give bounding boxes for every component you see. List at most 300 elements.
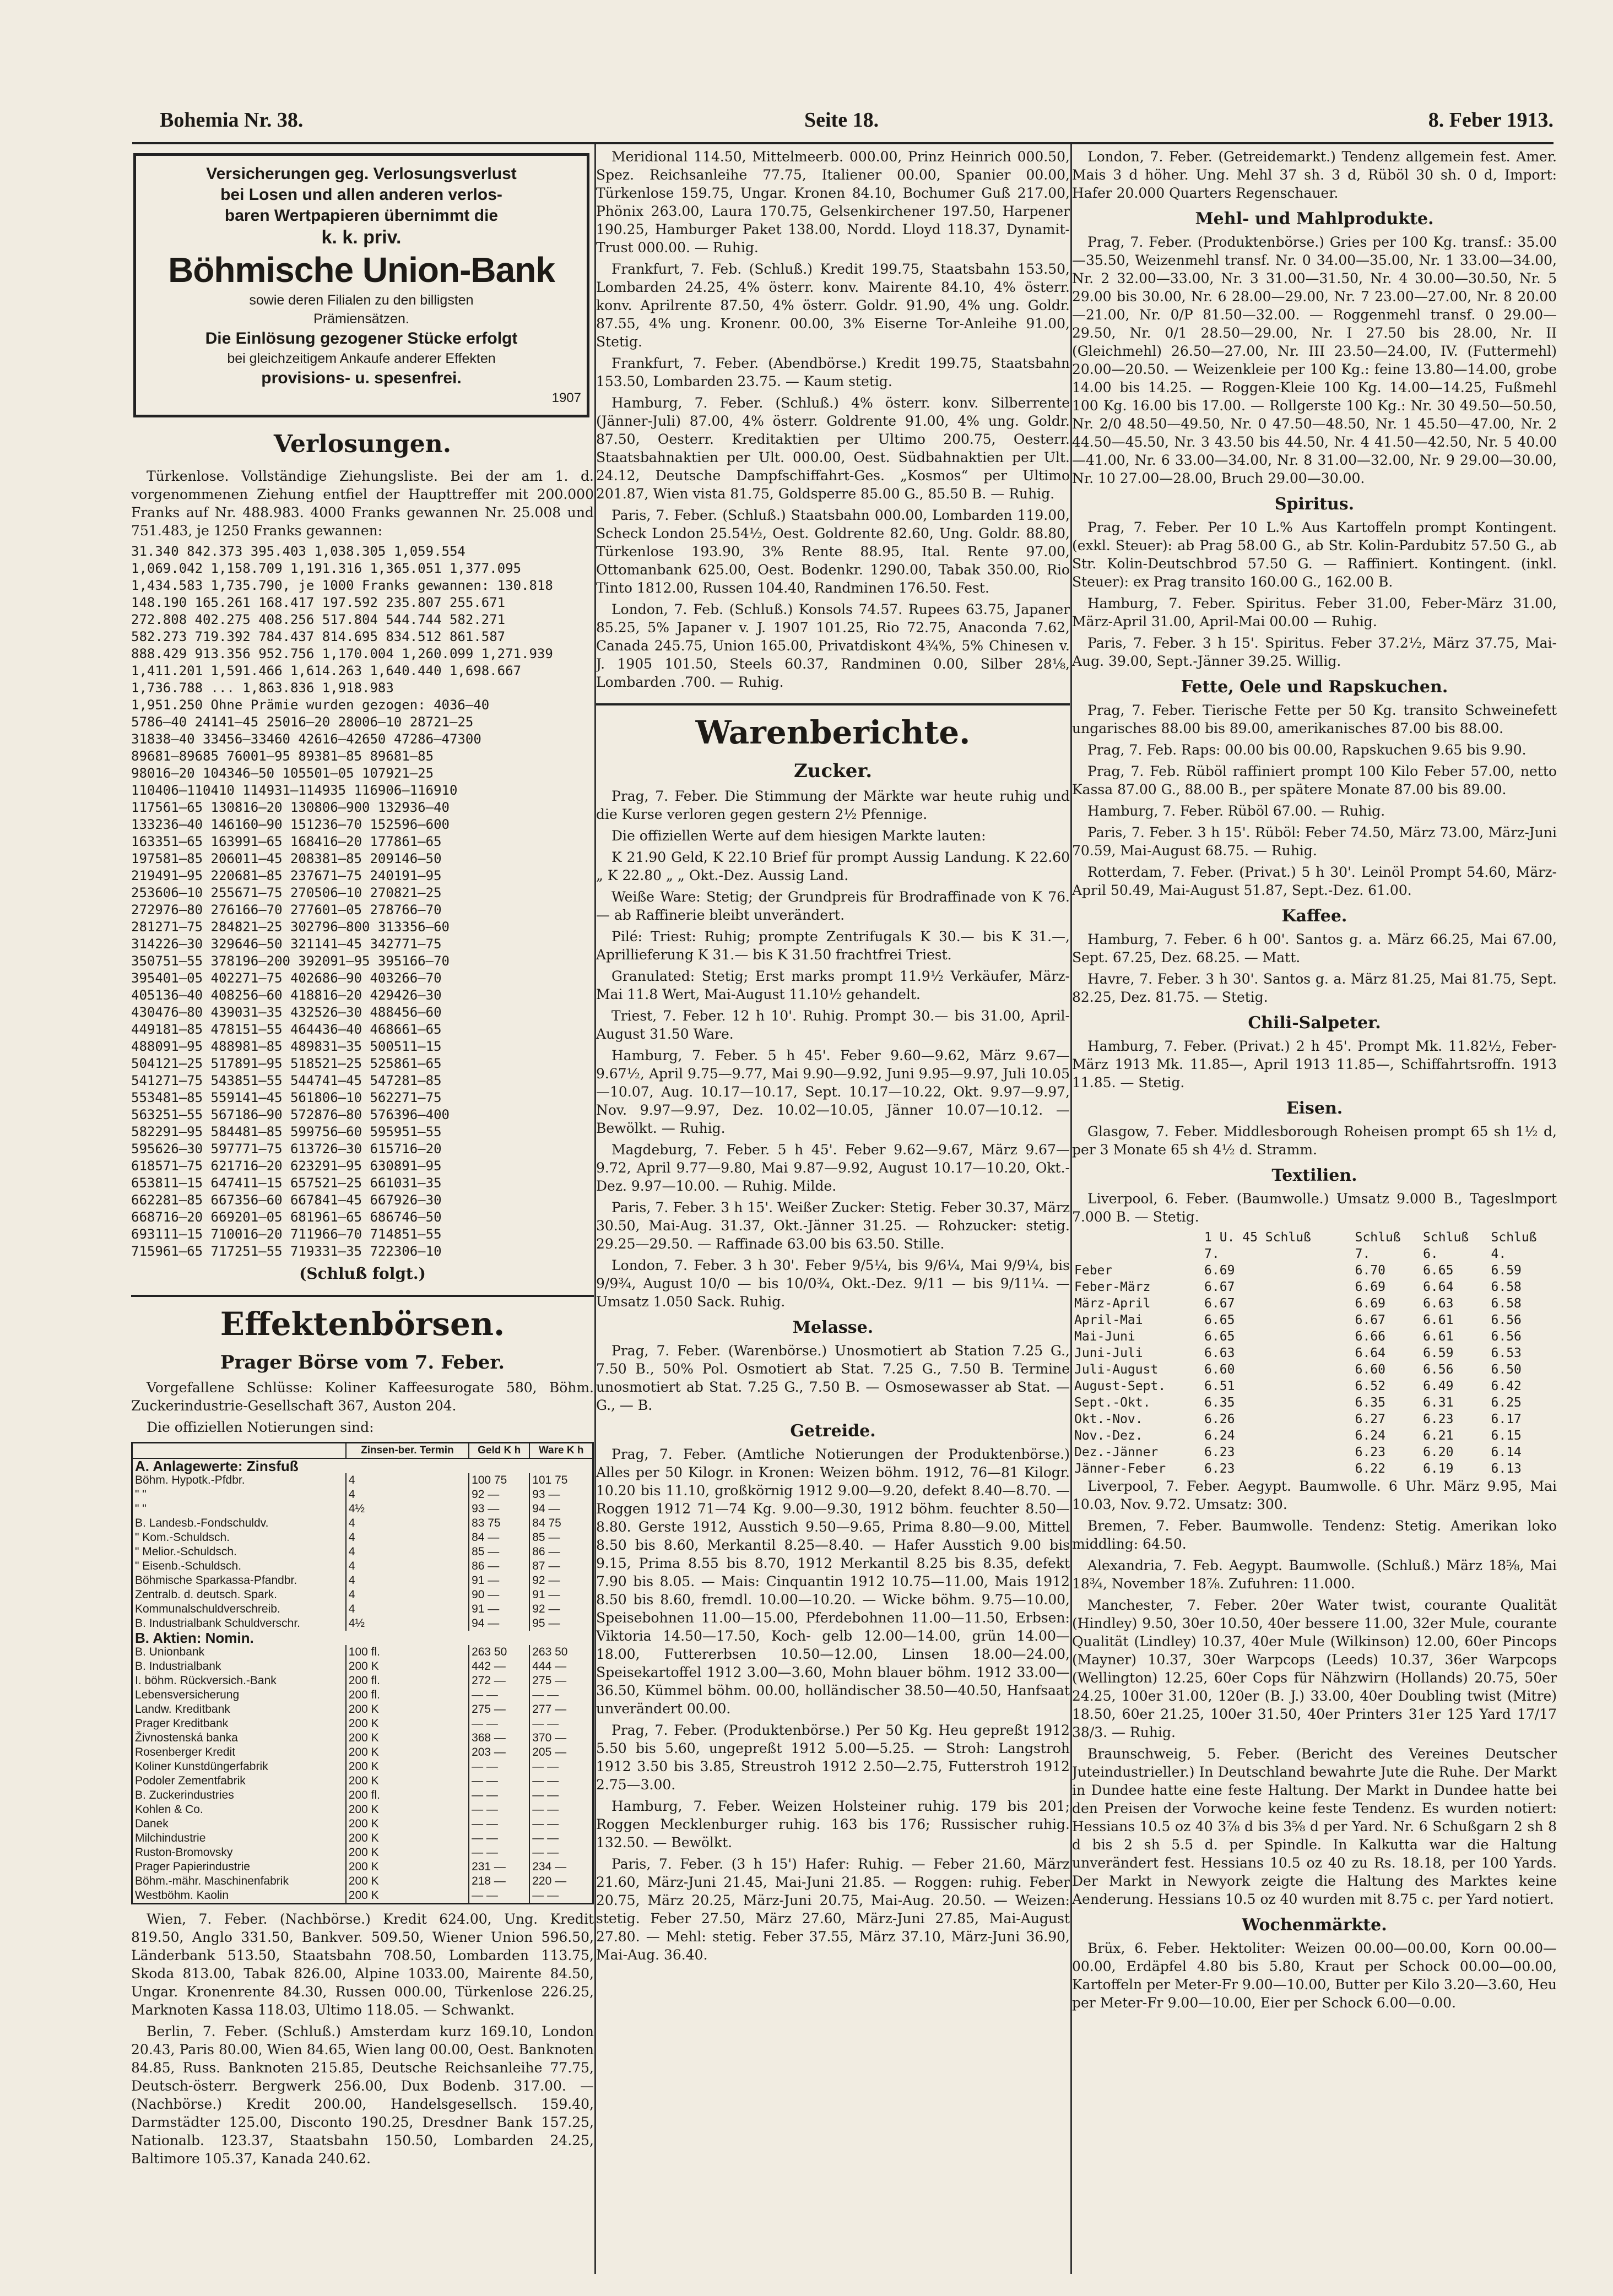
table-cell: 83 75 [469,1516,529,1530]
number-row: 662281—85 667356—60 667841—45 667926—30 [131,1192,442,1208]
table-cell: 370 — [529,1731,593,1745]
article-text: Granulated: Stetig; Erst marks prompt 11.9½ Verkäufer, März-Mai 11.8 Wert, Mai-August 11.10½ gehandelt. [596,968,1070,1002]
number-row: 314226—30 329646—50 321141—45 342771—75 [131,936,442,952]
subsection-title: Getreide. [790,1421,876,1441]
table-cell: — — [529,1846,593,1860]
table-row [132,1688,593,1702]
table-cell: 4 [346,1573,469,1588]
table-cell: 444 — [529,1659,593,1674]
table-header: 1 U. 45 Schluß [1204,1230,1311,1245]
table-cell: 6.51 [1204,1379,1235,1393]
table-cell: 94 — [469,1616,529,1631]
number-row: 553481—85 559141—45 561806—10 562271—75 [131,1090,442,1105]
subsection-title: Fette, Oele und Rapskuchen. [1181,677,1448,697]
table-row [1072,1394,1557,1411]
table-cell: 95 — [529,1616,593,1631]
ad-line: Die Einlösung gezogener Stücke erfolgt [205,329,518,348]
number-row: 272976—80 276166—70 277601—05 278766—70 [131,902,442,918]
section-title: Warenberichte. [596,703,1070,752]
table-row [132,1659,593,1674]
table-cell: Sept.-Okt. [1074,1396,1151,1410]
table-cell: 200 K [346,1860,469,1874]
table-cell: 84 — [469,1530,529,1545]
table-cell: " Kom.-Schuldsch. [132,1530,346,1545]
table-cell: Okt.-Nov. [1074,1412,1143,1426]
article-text: Pilé: Triest: Ruhig; prompte Zentrifugals K 30.— bis K 31.—, Aprillieferung K 31.— bis K 31.50 frachtfrei Triest. [596,929,1070,963]
subsection-title: Prager Börse vom 7. Feber. [220,1351,505,1374]
number-row: 595626—30 597771—75 613726—30 615716—20 [131,1141,442,1157]
table-cell: 6.25 [1491,1396,1522,1410]
ad-bank-name: Böhmische Union-Bank [168,250,555,290]
table-cell: Milchindustrie [132,1831,346,1846]
table-cell: 90 — [469,1588,529,1602]
ad-line: Prämiensätzen. [313,311,409,327]
table-cell: Juli-August [1074,1363,1159,1377]
article-text: Prag, 7. Feber. (Warenbörse.) Unosmotiert ab Station 7.25 G., 7.50 B., 50% Pol. Osmotiert ab Stat. 7.25 G., 7.50 B. Termine unosmotiert ab Stat. 7.25 G., 7.50 B. — Osmosewasser ab Stat. — G., — B. [596,1343,1070,1413]
table-cell: 6.31 [1423,1396,1454,1410]
table-cell: Westböhm. Kaolin [132,1888,346,1904]
number-row: 449181—85 478151—55 464436—40 468661—65 [131,1022,442,1037]
article-text: Alexandria, 7. Feb. Aegypt. Baumwolle. (Schluß.) März 18⅝, Mai 18¾, November 18⅞. Zufuhren: 11.000. [1072,1557,1557,1592]
table-cell: Ruston-Bromovsky [132,1846,346,1860]
article-text: Wien, 7. Feber. (Nachbörse.) Kredit 624.00, Ung. Kredit 819.50, Anglo 331.50, Bankver. 509.50, Wiener Union 596.50, Länderbank 513.50, Staatsbahn 708.50, Lombarden 113.75, Skoda 813.00, Tabak 826.00, Alpine 1033.00, Mairente 84.50, Ungar. Kronenrente 84.30, Russen 000.00, Türkenlose 226.25, Marknoten Kassa 118.03, Ultimo 118.05. — Schwankt. [131,1911,594,2018]
continued-note: (Schluß folgt.) [299,1264,426,1283]
table-cell: 6.22 [1355,1462,1385,1476]
table-cell: 6.61 [1423,1313,1454,1327]
table-row [1072,1262,1557,1279]
article-text: Rotterdam, 7. Feber. (Privat.) 5 h 30'. Leinöl Prompt 54.60, März-April 50.49, Mai-August 51.87, Sept.-Dez. 61.00. [1072,864,1557,898]
page-header [160,108,1554,141]
table-cell: 6.52 [1355,1379,1385,1393]
table-cell: 200 fl. [346,1688,469,1702]
table-cell: 368 — [469,1731,529,1745]
table-header: 7. [1355,1247,1371,1261]
table-row [1072,1461,1557,1477]
article-text: Frankfurt, 7. Feb. (Schluß.) Kredit 199.75, Staatsbahn 153.50, Lombarden 24.25, 4% österr. konv. Mairente 84.10, 4% österr. konv. Aprilrente 87.50, 4% österr. Goldr. 91.90, 4% ung. Goldr. 87.55, 4% ung. Kronenr. 00.00, 3% Eiserne Tor-Anleihe 91.00, Stetig. [596,261,1070,350]
table-cell: 6.19 [1423,1462,1454,1476]
table-cell: 85 — [469,1545,529,1559]
number-row: 253606—10 255671—75 270506—10 270821—25 [131,885,442,900]
table-cell: Podoler Zementfabrik [132,1774,346,1788]
table-cell: 4 [346,1559,469,1573]
article-text: K 21.90 Geld, K 22.10 Brief für prompt Aussig Landung. K 22.60 „ K 22.80 „ „ Okt.-Dez. Aussig Land. [596,849,1070,883]
table-cell: 6.56 [1491,1329,1522,1344]
table-cell: 4 [346,1530,469,1545]
table-cell: 6.64 [1355,1346,1385,1360]
table-cell: 200 K [346,1888,469,1904]
table-cell: 6.67 [1204,1296,1235,1311]
table-cell: B. Unionbank [132,1645,346,1659]
table-cell: 231 — [469,1860,529,1874]
table-row [132,1502,593,1516]
table-cell: 6.59 [1423,1346,1454,1360]
article-text: Prag, 7. Feber. (Produktenbörse.) Gries per 100 Kg. transf.: 35.00—35.50, Weizenmehl transf. Nr. 0 34.00—35.00, Nr. 1 33.00—34.00, Nr. 2 32.00—33.00, Nr. 3 31.00—31.50, Nr. 4 30.00—30.50, Nr. 5 29.00 bis 30.00, Nr. 6 28.00—29.00, Nr. 7 23.00—27.00, Nr. 8 20.00—21.00, Nr. 0/P 81.50—32.00. — Roggenmehl transf. 0 29.00—29.50, Nr. 0/1 28.50—29.00, Nr. I 27.50 bis 28.00, Nr. II (Gleichmehl) 26.50—27.00, Nr. III 23.50—24.00, IV. (Futtermehl) 20.00—20.50. — Weizenkleie per 100 Kg.: feine 13.80—14.00, grobe 14.00 bis 14.25. — Roggen-Kleie 100 Kg. 14.00—14.25, Fußmehl 100 Kg. 16.00 bis 17.00. — Rollgerste 100 Kg.: Nr. 30 49.50—50.50, Nr. 2/0 48.50—49.50, Nr. 0 47.50—48.50, Nr. 1 45.50—47.00, Nr. 2 44.50—45.50, Nr. 3 43.50 bis 44.50, Nr. 4 41.50—42.50, Nr. 5 40.00—41.00, Nr. 6 33.00—34.00, Nr. 8 31.00—32.00, Nr. 9 29.00—30.00, Nr. 10 27.00—28.00, Bruch 29.00—30.00. [1072,234,1557,486]
table-cell: 94 — [529,1502,593,1516]
ad-line: baren Wertpapieren übernimmt die [224,207,499,225]
article-text: Hamburg, 7. Feber. 6 h 00'. Santos g. a. März 66.25, Mai 67.00, Sept. 67.25, Dez. 68.25. — Matt. [1072,931,1557,965]
article-text: Vorgefallene Schlüsse: Koliner Kaffeesurogate 580, Böhm. Zuckerindustrie-Gesellschaft 367, Auston 204. [131,1380,594,1414]
table-cell: 6.64 [1423,1280,1454,1294]
number-row: 163351—65 163991—65 168416—20 177861—65 [131,834,442,849]
article-text: Paris, 7. Feber. 3 h 15'. Weißer Zucker: Stetig. Feber 30.37, März 30.50, Mai-Aug. 31.37, Okt.-Jänner 31.25. — Rohzucker: stetig. 29.25—29.50. — Raffinade 63.00 bis 63.50. Stille. [596,1199,1070,1252]
article-text: Paris, 7. Feber. (Schluß.) Staatsbahn 000.00, Lombarden 119.00, Scheck London 25.54½, Oest. Goldrente 82.60, Ung. Goldr. 88.80, Türkenlose 193.90, 3% Rente 88.95, Ital. Rente 97.00, Ottomanbank 625.00, Oest. Bodenkr. 1290.00, Tabak 350.00, Rio Tinto 1812.00, Russen 104.40, Randminen 176.50. Fest. [596,507,1070,596]
table-row [132,1831,593,1846]
table-cell: August-Sept. [1074,1379,1166,1393]
article-text: Magdeburg, 7. Feber. 5 h 45'. Feber 9.62—9.67, März 9.67—9.72, April 9.77—9.80, Mai 9.87—9.92, August 10.17—10.20, Okt.-Dez. 9.97—10.00. — Ruhig. Milde. [596,1142,1070,1194]
article-text: Meridional 114.50, Mittelmeerb. 000.00, Prinz Heinrich 000.50, Spez. Reichsanleihe 77.75, Italiener 00.00, Spanier 00.00, Türkenlose 159.75, Ungar. Kronen 84.10, Bochumer Guß 217.00, Phönix 263.00, Laura 170.75, Gelsenkirchener 197.50, Harpener 190.25, Hamburger Paket 138.00, Nordd. Lloyd 118.37, Dynamit-Trust 000.00. — Ruhig. [596,149,1070,256]
table-cell: 275 — [469,1702,529,1717]
table-row [132,1846,593,1860]
table-cell: 4½ [346,1502,469,1516]
table-cell: Koliner Kunstdüngerfabrik [132,1760,346,1774]
table-cell: 6.53 [1491,1346,1522,1360]
table-cell: — — [529,1717,593,1731]
subsection-title: Mehl- und Mahlprodukte. [1195,209,1434,229]
table-row [132,1788,593,1803]
table-section-row [132,1458,593,1473]
ad-priv: k. k. priv. [321,227,402,248]
ad-line: sowie deren Filialen zu den billigsten [249,292,474,308]
table-cell: 91 — [469,1602,529,1616]
column-2 [596,148,1070,2274]
table-cell: 6.35 [1355,1396,1385,1410]
table-cell: 263 50 [469,1645,529,1659]
article-text: Die offiziellen Werte auf dem hiesigen Markte lauten: [611,828,986,844]
article-text: Hamburg, 7. Feber. (Schluß.) 4% österr. konv. Silberrente (Jänner-Juli) 87.00, 4% österr. Goldrente 91.00, 4% ung. Goldr. 87.50, Oesterr. Kreditaktien per Ultimo 200.75, Oesterr. Staatsbahnaktien per Ult. 000.00, Oest. Südbahnaktien per Ult. 24.12, Deutsche Dampfschiffahrt-Ges. „Kosmos“ per Ultimo 201.87, Wien vista 81.75, Goldsperre 85.00 G., 85.50 B. — Ruhig. [596,395,1070,502]
table-row [132,1760,593,1774]
table-cell: Lebensversicherung [132,1688,346,1702]
table-section-row [132,1631,593,1645]
table-row [132,1516,593,1530]
table-cell: B. Industrialbank [132,1659,346,1674]
number-row: 1,434.583 1,735.790, je 1000 Franks gewannen: 130.818 [131,578,553,593]
number-row: 31.340 842.373 395.403 1,038.305 1,059.554 [131,544,466,559]
number-row: 582.273 719.392 784.437 814.695 834.512 861.587 [131,629,506,644]
article-text: Türkenlose. Vollständige Ziehungsliste. Bei der am 1. d. vorgenommenen Ziehung entfiel der Haupttreffer mit 200.000 Franks auf Nr. 488.983. 4000 Franks gewannen Nr. 25.008 und 751.483, je 1250 Franks gewannen: [131,468,594,539]
table-cell: April-Mai [1074,1313,1143,1327]
table-cell: Böhm. Hypotk.-Pfdbr. [132,1473,346,1488]
table-header-row [1072,1229,1557,1246]
table-cell: 6.67 [1204,1280,1235,1294]
subsection-title: Wochenmärkte. [1242,1915,1387,1935]
table-cell: Jänner-Feber [1074,1462,1166,1476]
table-cell: 200 K [346,1760,469,1774]
table-cell: B. Landesb.-Fondschuldv. [132,1516,346,1530]
table-header [132,1443,346,1459]
table-cell: 4 [346,1473,469,1488]
table-row [132,1860,593,1874]
table-cell: 6.42 [1491,1379,1522,1393]
article-text: London, 7. Feber. 3 h 30'. Feber 9/5¼, bis 9/6¼, Mai 9/9¼, bis 9/9¾, August 10/0 — bis 10/0¾, Okt.-Dez. 9/11 — bis 9/11¼. — Umsatz 1.050 Sack. Ruhig. [596,1257,1070,1310]
header-center: Seite 18. [804,108,879,132]
number-row: 98016—20 104346—50 105501—05 107921—25 [131,766,434,781]
table-header-row [1072,1246,1557,1262]
table-cell: — — [469,1774,529,1788]
table-cell: Dez.-Jänner [1074,1445,1159,1459]
number-row: 89681—89685 76001—95 89381—85 89681—85 [131,748,434,764]
header-rule [132,142,1554,144]
table-cell: Zentralb. d. deutsch. Spark. [132,1588,346,1602]
table-section-label: B. Aktien: Nomin. [132,1631,593,1645]
table-cell: — — [469,1888,529,1904]
table-row [132,1602,593,1616]
number-row: 350751—55 378196—200 392091—95 395166—70 [131,953,450,969]
table-cell: 6.27 [1355,1412,1385,1426]
table-cell: 6.23 [1204,1462,1235,1476]
table-cell: 6.15 [1491,1429,1522,1443]
table-cell: 203 — [469,1745,529,1760]
number-row: 430476—80 439031—35 432526—30 488456—60 [131,1005,442,1020]
ad-code: 1907 [551,390,581,405]
table-cell: 277 — [529,1702,593,1717]
table-cell: 200 fl. [346,1788,469,1803]
table-cell: 6.69 [1355,1296,1385,1311]
section-title: Effektenbörsen. [131,1295,594,1343]
table-cell: 442 — [469,1659,529,1674]
article-text: Weiße Ware: Stetig; der Grundpreis für Brodraffinade von K 76.— ab Raffinerie bleibt unverändert. [596,889,1070,923]
table-cell: 200 K [346,1731,469,1745]
article-text: Paris, 7. Feber. 3 h 15'. Spiritus. Feber 37.2½, März 37.75, Mai-Aug. 39.00, Sept.-Jänner 39.25. Willig. [1072,635,1557,669]
article-text: Hamburg, 7. Feber. (Privat.) 2 h 45'. Prompt Mk. 11.82½, Feber-März 1913 Mk. 11.85—, April 1913 11.85—, Schiffahrtsroffn. 1913 11.85. — Stetig. [1072,1038,1557,1090]
table-cell: 100 fl. [346,1645,469,1659]
article-text: Prag, 7. Feb. Rüböl raffiniert prompt 100 Kilo Feber 57.00, netto Kassa 87.00 G., 88.00 B., per spätere Monate 87.00 bis 89.00. [1072,763,1557,797]
subsection-title: Zucker. [793,760,873,782]
article-text: Prag, 7. Feber. Per 10 L.% Aus Kartoffeln prompt Kontingent. (exkl. Steuer): ab Prag 58.00 G., ab Str. Kolin-Pardubitz 57.50 G., ab Str. Kolin-Deutschbrod 57.50 G. — Raffiniert. Kontingent. (inkl. Steuer): ex Prag transito 160.00 G., 162.00 B. [1072,519,1557,590]
table-row [132,1702,593,1717]
table-header: Schluß [1355,1230,1401,1245]
table-header: Schluß [1423,1230,1469,1245]
table-cell: — — [469,1817,529,1831]
article-text: Paris, 7. Feber. 3 h 15'. Rüböl: Feber 74.50, März 73.00, März-Juni 70.59, Mai-August 68.75. — Ruhig. [1072,824,1557,859]
table-row [132,1573,593,1588]
number-row: 219491—95 220681—85 237671—75 240191—95 [131,868,442,883]
table-cell: " " [132,1502,346,1516]
table-cell: 6.24 [1355,1429,1385,1443]
table-cell: — — [529,1831,593,1846]
article-text: Prag, 7. Feber. Tierische Fette per 50 Kg. transito Schweinefett ungarisches 88.00 bis 89.00, amerikanisches 87.00 bis 88.00. [1072,702,1557,736]
table-cell: Kommunalschuldverschreib. [132,1602,346,1616]
table-header: Schluß [1491,1230,1537,1245]
table-cell: 272 — [469,1674,529,1688]
table-row [132,1616,593,1631]
article-text: Triest, 7. Feber. 12 h 10'. Ruhig. Prompt 30.— bis 31.00, April-August 31.50 Ware. [596,1008,1070,1042]
number-row: 405136—40 408256—60 418816—20 429426—30 [131,987,442,1003]
table-row [132,1717,593,1731]
table-row [132,1645,593,1659]
table-cell: Živnostenská banka [132,1731,346,1745]
table-cell: Prager Papierindustrie [132,1860,346,1874]
table-row [1072,1444,1557,1461]
number-row: 133236—40 146160—90 151236—70 152596—600 [131,817,450,832]
table-cell: 6.69 [1355,1280,1385,1294]
table-row [1072,1345,1557,1361]
number-row: 281271—75 284821—25 302796—800 313356—60 [131,919,450,935]
number-row: 715961—65 717251—55 719331—35 722306—10 [131,1244,442,1259]
table-cell: 6.49 [1423,1379,1454,1393]
subsection-title: Chili-Salpeter. [1248,1013,1381,1033]
table-cell: 6.59 [1491,1263,1522,1278]
number-row: 541271—75 543851—55 544741—45 547281—85 [131,1073,442,1088]
table-cell: 6.50 [1491,1363,1522,1377]
stock-quotes-table [131,1442,594,1904]
table-cell: 6.65 [1204,1329,1235,1344]
table-row [132,1774,593,1788]
table-cell: — — [529,1688,593,1702]
header-right: 8. Feber 1913. [1428,108,1554,132]
table-cell: 4 [346,1488,469,1502]
number-row: 395401—05 402271—75 402686—90 403266—70 [131,970,442,986]
article-text: Brüx, 6. Feber. Hektoliter: Weizen 00.00—00.00, Korn 00.00—00.00, Erdäpfel 4.80 bis 5.80, Kraut per Schock 00.00—00.00, Kartoffeln per Meter-Fr 9.00—10.00, Butter per Kilo 3.20—3.60, Heu per Meter-Fr 9.00—10.00, Eier per Schock 6.00—0.00. [1072,1940,1557,2011]
table-cell: 6.20 [1423,1445,1454,1459]
table-cell: 6.58 [1491,1296,1522,1311]
table-row [1072,1361,1557,1378]
number-row: 31838—40 33456—33460 42616—42650 47286—47300 [131,731,481,747]
article-text: Hamburg, 7. Feber. Rüböl 67.00. — Ruhig. [1087,803,1385,819]
table-row [132,1874,593,1888]
table-cell: Kohlen & Co. [132,1803,346,1817]
table-cell: 200 K [346,1745,469,1760]
table-header [1072,1229,1202,1246]
table-cell: Landw. Kreditbank [132,1702,346,1717]
table-row [132,1588,593,1602]
table-cell: 6.61 [1423,1329,1454,1344]
table-cell: März-April [1074,1296,1151,1311]
number-row: 582291—95 584481—85 599756—60 595951—55 [131,1124,442,1139]
number-row: 272.808 402.275 408.256 517.804 544.744 582.271 [131,612,506,627]
table-cell: 6.60 [1355,1363,1385,1377]
table-cell: 100 75 [469,1473,529,1488]
table-cell: B. Zuckerindustries [132,1788,346,1803]
table-cell: 6.23 [1355,1445,1385,1459]
table-cell: 200 K [346,1803,469,1817]
table-cell: 6.63 [1204,1346,1235,1360]
table-cell: 4 [346,1602,469,1616]
article-text: Frankfurt, 7. Feber. (Abendbörse.) Kredit 199.75, Staatsbahn 153.50, Lombarden 23.75. — Kaum stetig. [596,355,1070,389]
table-row [132,1731,593,1745]
article-text: Glasgow, 7. Feber. Middlesborough Roheisen prompt 65 sh 1½ d, per 3 Monate 65 sh 4½ d. Stramm. [1072,1123,1557,1158]
table-cell: — — [469,1803,529,1817]
article-text: Liverpool, 7. Feber. Aegypt. Baumwolle. 6 Uhr. März 9.95, Mai 10.03, Nov. 9.72. Umsatz: 300. [1072,1478,1557,1512]
article-text: London, 7. Feber. (Getreidemarkt.) Tendenz allgemein fest. Amer. Mais 3 d höher. Ung. Mehl 37 sh. 3 d, Rüböl 30 sh. 0 d, Import: Hafer 20.000 Quarters Regenschauer. [1072,149,1557,201]
number-row: 1,736.788 ... 1,863.836 1,918.983 [131,680,394,696]
article-text: Liverpool, 6. Feber. (Baumwolle.) Umsatz 9.000 B., Tageslmport 7.000 B. — Stetig. [1072,1191,1557,1225]
section-title: Verlosungen. [273,430,452,458]
table-cell: 93 — [469,1502,529,1516]
subsection-title: Textilien. [1271,1166,1357,1185]
article-text: Die offiziellen Notierungen sind: [147,1419,374,1435]
table-cell: 92 — [469,1488,529,1502]
table-cell: 91 — [469,1573,529,1588]
table-cell: Danek [132,1817,346,1831]
number-row: 110406—110410 114931—114935 116906—116910 [131,783,458,798]
number-row: 653811—15 647411—15 657521—25 661031—35 [131,1175,442,1191]
table-header [1072,1246,1202,1262]
article-text: Braunschweig, 5. Feber. (Bericht des Vereines Deutscher Juteindustrieller.) In Deutschland bewahrte Jute die Ruhe. Der Markt in Dundee hatte eine feste Haltung. Der Markt in Dundee hatte bei den Preisen der Vorwoche keine feste Tendenz. Es wurden notiert: Hessians 10.5 oz 40 3⅞ d bis 3⅝ d per Yard. Nr. 6 Schußgarn 2 sh 8 d bis 2 sh 5.5 d. per Spindle. In Kalkutta war die Haltung unverändert fest. Hessians 10.5 oz 40 zu Rs. 18.18, per 100 Yards. Der Markt in Newyork zeigte die Haltung des Marktes keine Aenderung. Hessians 10.5 oz 40 wurden mit 8.75 c. per Yard notiert. [1072,1746,1557,1907]
table-row [132,1545,593,1559]
table-row [132,1888,593,1904]
table-row [132,1674,593,1688]
table-cell: 4 [346,1588,469,1602]
table-cell: 6.60 [1204,1363,1235,1377]
table-cell: 101 75 [529,1473,593,1488]
number-row: 148.190 165.261 168.417 197.592 235.807 255.671 [131,595,506,610]
number-row: 504121—25 517891—95 518521—25 525861—65 [131,1056,442,1071]
table-row [1072,1328,1557,1345]
table-cell: " " [132,1488,346,1502]
table-cell: 234 — [529,1860,593,1874]
table-row [132,1530,593,1545]
article-text: Berlin, 7. Feber. (Schluß.) Amsterdam kurz 169.10, London 20.43, Paris 80.00, Wien 84.65, Wien lang 00.00, Oest. Banknoten 84.85, Russ. Banknoten 215.85, Deutsche Reichsanleihe 77.75, Deutsch-österr. Bergwerk 256.00, Dux Bodenb. 317.00. — (Nachbörse.) Kredit 200.00, Handelsgesellsch. 159.40, Darmstädter 125.00, Disconto 190.25, Dresdner Bank 157.25, Nationalb. 123.37, Staatsbahn 150.50, Lombarden 24.25, Baltimore 105.37, Kanada 240.62. [131,2023,594,2167]
table-cell: — — [469,1788,529,1803]
table-row [1072,1411,1557,1427]
number-row: 668716—20 669201—05 681961—65 686746—50 [131,1209,442,1225]
table-cell: 93 — [529,1488,593,1502]
table-cell: 92 — [529,1602,593,1616]
table-cell: 200 K [346,1774,469,1788]
number-row: 5786—40 24141—45 25016—20 28006—10 28721—25 [131,714,474,730]
table-cell: B. Industrialbank Schuldverschr. [132,1616,346,1631]
table-cell: 6.23 [1423,1412,1454,1426]
table-cell: 6.69 [1204,1263,1235,1278]
table-cell: 200 K [346,1702,469,1717]
table-cell: Mai-Juni [1074,1329,1135,1344]
table-cell: 200 K [346,1817,469,1831]
table-row [132,1488,593,1502]
article-text: London, 7. Feb. (Schluß.) Konsols 74.57. Rupees 63.75, Japaner 85.25, 5% Japaner v. J. 1907 101.25, Rio 72.75, Anaconda 7.62, Canada 245.75, Union 165.00, Privatdiskont 4¾%, 5% Chinesen v. J. 1905 101.50, Steels 60.37, Randminen 0.00, Silber 28⅛, Lombarden .700. — Ruhig. [596,601,1070,690]
table-cell: 275 — [529,1674,593,1688]
table-cell: 6.24 [1204,1429,1235,1443]
ad-line: bei gleichzeitigem Ankaufe anderer Effekten [227,351,496,366]
table-cell: — — [529,1888,593,1904]
article-text: Prag, 7. Feber. Die Stimmung der Märkte war heute ruhig und die Kurse verloren gegen gestern 2½ Pfennige. [596,788,1070,822]
table-cell: 91 — [529,1588,593,1602]
article-text: Prag, 7. Feber. (Amtliche Notierungen der Produktenbörse.) Alles per 50 Kilogr. in Kronen: Weizen böhm. 1912, 76—81 Kilogr. 10.20 bis 11.10, großkörnig 1912 9.00—9.20, defekt 8.40—8.70. — Roggen 1912 71—74 Kg. 9.00—9.30, 1912 böhm. feuchter 8.50—8.80. Gerste 1912, Ausstich 9.50—9.65, Prima 8.80—9.00, Mittel 8.50 bis 8.60, Merkantil 8.25—8.40. — Hafer Ausstich 9.00 bis 9.15, Prima 8.55 bis 8.70, 1912 Merkantil 8.25 bis 8.35, defekt 7.90 bis 8.05. — Mais: Cinquantin 1912 10.75—11.00, Mais 1912 8.50 bis 8.60, fremdl. 10.00—10.20. — Wicke böhm. 9.75—10.00, Speisebohnen 11.00—15.00, Pferdebohnen 11.00—11.50, Erbsen: Viktoria 14.50—17.50, Koch- gelb 12.00—14.00, grün 14.00—18.00, Futtererbsen 10.50—12.00, Linsen 18.00—24.00, Speisekartoffel 1912 3.00—3.60, Mohn blauer böhm. 1912 33.00—36.50, Kümmel böhm. 00.00, holländischer 38.50—40.50, Hanfsaat unverändert 00.00. [596,1446,1070,1717]
table-cell: 200 K [346,1717,469,1731]
subsection-title: Spiritus. [1274,495,1355,514]
table-row [132,1559,593,1573]
table-cell: 6.56 [1423,1363,1454,1377]
table-row [1072,1427,1557,1444]
cotton-price-table [1072,1229,1557,1477]
article-text: Manchester, 7. Feber. 20er Water twist, courante Qualität (Hindley) 9.50, 30er 10.50, 40er bessere 11.00, 32er Mule, courante Qualität (Lindley) 10.37, 40er Mule (Wilkinson) 12.00, 60er Pincops (Mayner) 10.37, 30er Warpcops (Leeds) 10.37, 36er Warpcops (Wellington) 12.25, 60er Cops für Nähzwirn (Hollands) 20.75, 50er 24.25, 100er 31.00, 120er (B. J.) 33.00, 40er Doubling twist (Mitre) 18.50, 60er 21.25, 100er 31.50, 40er Printers 31er 125 Yard 17/17 38/3. — Ruhig. [1072,1597,1557,1740]
table-cell: 6.67 [1355,1313,1385,1327]
number-row: 1,951.250 Ohne Prämie wurden gezogen: 4036—40 [131,697,490,713]
table-cell: 6.56 [1491,1313,1522,1327]
table-cell: 6.65 [1204,1313,1235,1327]
number-row: 618571—75 621716—20 623291—95 630891—95 [131,1158,442,1174]
subsection-title: Eisen. [1286,1099,1343,1118]
number-row: 1,069.042 1,158.709 1,191.316 1,365.051 1,377.095 [131,561,522,576]
table-row [1072,1295,1557,1312]
table-row [1072,1378,1557,1394]
table-header: 7. [1204,1247,1220,1261]
number-row: 117561—65 130816—20 130806—900 132936—40 [131,800,450,815]
table-header: Zinsen-ber. Termin [346,1443,469,1459]
table-cell: I. böhm. Rückversich.-Bank [132,1674,346,1688]
table-cell: 4 [346,1545,469,1559]
table-cell: 92 — [529,1573,593,1588]
header-left: Bohemia Nr. 38. [160,108,304,132]
table-cell: — — [469,1831,529,1846]
table-cell: 6.23 [1204,1445,1235,1459]
ad-line: provisions- u. spesenfrei. [261,369,462,387]
table-cell: 200 K [346,1874,469,1888]
table-row [132,1473,593,1488]
table-cell: Feber-März [1074,1280,1151,1294]
table-row [1072,1312,1557,1328]
table-header: 4. [1491,1247,1507,1261]
table-cell: Prager Kreditbank [132,1717,346,1731]
